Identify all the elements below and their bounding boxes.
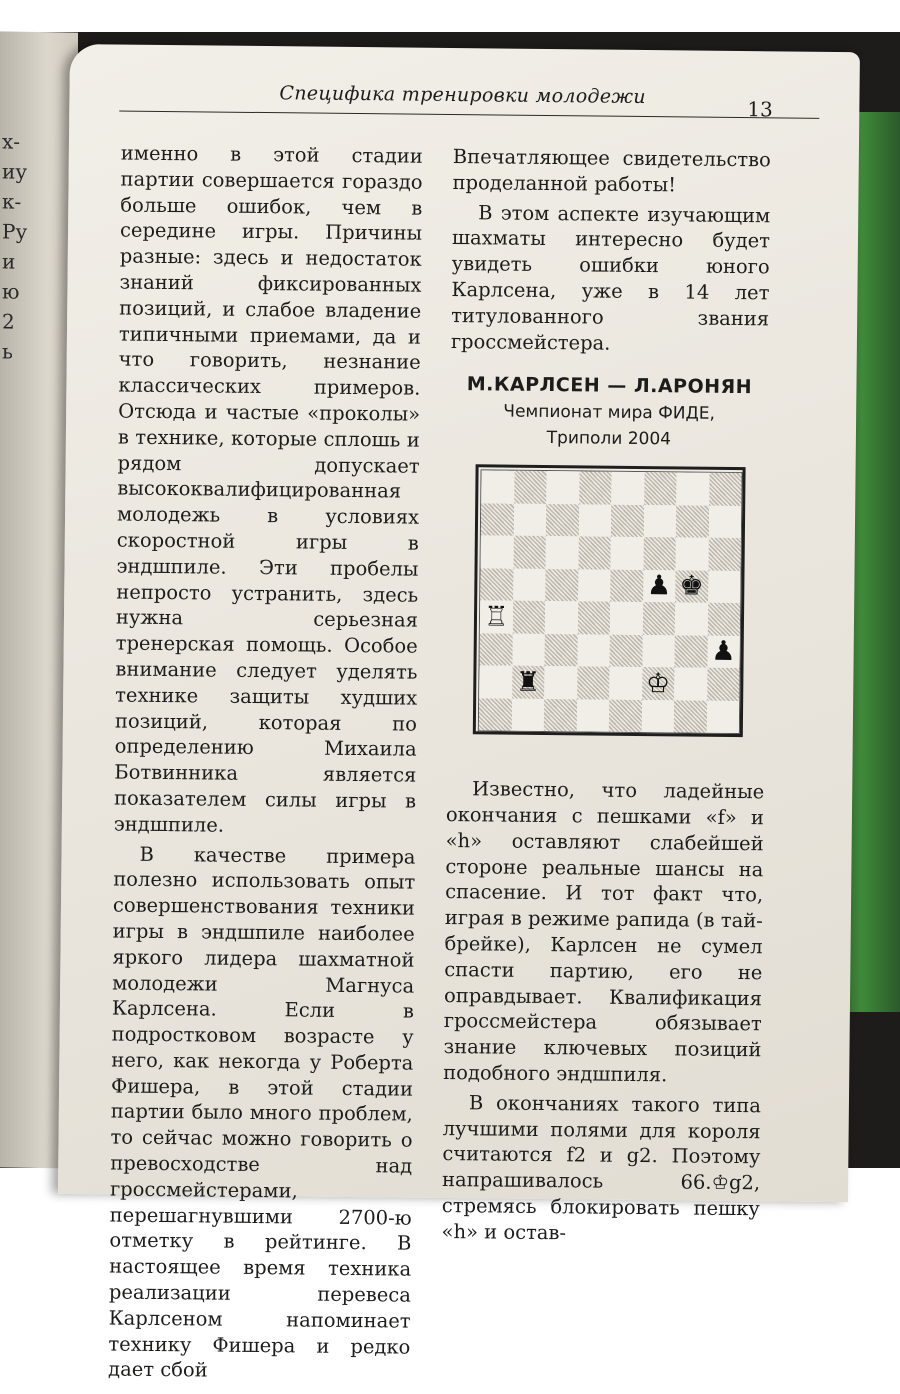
board-square <box>513 536 546 569</box>
chess-diagram <box>473 464 746 737</box>
chess-piece-icon: ♟ <box>646 570 672 602</box>
board-square <box>545 569 578 602</box>
board-square <box>676 505 709 538</box>
board-square <box>512 633 545 666</box>
board-square <box>513 503 546 536</box>
board-square <box>674 700 707 733</box>
board-square <box>610 602 643 635</box>
board-square <box>611 504 644 537</box>
board-square <box>577 634 610 667</box>
board-square <box>642 635 675 668</box>
left-page-fragment: иу <box>2 159 28 184</box>
paragraph: Впечатляющее свидетельство проделанной работы! <box>452 145 771 197</box>
board-square <box>611 472 644 505</box>
board-square <box>706 700 739 733</box>
board-square <box>609 699 642 732</box>
board-square <box>641 700 674 733</box>
board-square <box>675 603 708 636</box>
left-page-fragment: 2 <box>2 309 15 334</box>
board-square <box>512 601 545 634</box>
board-square <box>707 668 740 701</box>
board-square <box>579 472 612 505</box>
photo-background <box>0 32 900 1382</box>
paragraph: В окончаниях такого типа лучшими полями для короля считаются f2 и g2. Поэтому напрашивалось 66.♔g2, стремясь блокировать пешку «h» и остав- <box>441 1090 762 1244</box>
board-square <box>545 601 578 634</box>
header-rule <box>119 111 819 119</box>
left-page-fragment: к- <box>2 189 22 214</box>
board-square <box>479 698 512 731</box>
board-square <box>609 667 642 700</box>
board-square <box>642 602 675 635</box>
left-column <box>108 141 423 1390</box>
paragraph: В качестве примера полезно использовать опыт совершенствования техники игры в эндшпиле наиболее яркого лидера шахматной молодежи Магнуса Карлсена. Если в подростковом возрасте у него, как некогда у Роберта Фишера, в этой стадии партии было много проблем, то сейчас можно говорить о превосходстве над гроссмейстерами, перешагнувшими 2700-ю отметку в рейтинге. В настоящее время техника реализации перевеса Карлсеном напоминает технику Фишера и редко дает сбой <box>108 842 416 1382</box>
board-square <box>674 668 707 701</box>
board-square-piece <box>675 570 708 603</box>
board-square <box>707 603 740 636</box>
running-head: Специфика тренировки молодежи <box>279 82 646 109</box>
chess-piece-icon: ♟ <box>711 636 736 668</box>
paragraph: Известно, что ладейные окончания с пешками «f» и «h» оставляют слабейшей стороне реальные шансы на спасение. И тот факт что, играя в режиме рапида (в тай-брейке), Карлсен не сумел спасти партию, его не оправдывает. Квалификация гроссмейстера обязывает знание ключевых позиций подобного эндшпиля. <box>443 777 765 1087</box>
chess-piece-icon: ♔ <box>645 667 671 700</box>
book-page <box>58 44 860 1382</box>
board-square-piece <box>707 635 740 668</box>
board-square-piece <box>512 666 545 699</box>
left-page-fragment: и <box>2 249 16 274</box>
board-square <box>610 634 643 667</box>
board-square <box>611 537 644 570</box>
board-square <box>643 505 676 538</box>
board-square-piece <box>642 667 675 700</box>
board-square <box>480 568 513 601</box>
board-square <box>708 570 741 603</box>
board-square-piece <box>643 570 676 603</box>
board-square <box>481 471 514 504</box>
game-place: Триполи 2004 <box>546 428 672 450</box>
board-square <box>610 569 643 602</box>
right-column <box>441 144 771 1252</box>
board-square <box>546 504 579 537</box>
chess-piece-icon: ♚ <box>679 570 704 603</box>
board-square <box>514 471 547 504</box>
game-event: Чемпионат мира ФИДЕ, <box>503 401 716 424</box>
board-square <box>481 536 514 569</box>
board-square-piece <box>480 600 513 633</box>
right-column-continuation <box>441 776 764 1248</box>
board-square <box>576 699 609 732</box>
paragraph: В этом аспекте изучающим шахматы интересно будет увидеть ошибки юного Карлсена, уже в 14 лет титулованного звания гроссмейстера. <box>450 200 771 355</box>
board-square <box>479 665 512 698</box>
board-square <box>708 538 741 571</box>
board-square <box>513 568 546 601</box>
board-square <box>577 602 610 635</box>
game-title: М.КАРЛСЕН — Л.АРОНЯН <box>466 373 753 399</box>
board-square <box>546 536 579 569</box>
board-square <box>578 537 611 570</box>
left-page-fragment: Ру <box>2 219 28 244</box>
board-square <box>544 666 577 699</box>
board-square <box>676 473 709 506</box>
board-square <box>708 505 741 538</box>
left-page-fragment: х- <box>2 129 21 154</box>
board-square <box>481 503 514 536</box>
board-square <box>511 698 544 731</box>
paragraph: именно в этой стадии партии совершается гораздо больше ошибок, чем в середине игры. Причины разные: здесь и недостаток знаний фиксированных позиций, и слабое владение типичными приемами, да и что говорить, незнание классических примеров. Отсюда и частые «проколы» в технике, которые сплошь и рядом допускает высококвалифицированная молодежь в условиях скоростной игры в эндшпиле. Эти пробелы непросто устранить, здесь нужна серьезная тренерская помощь. Особое внимание следует уделять технике защиты худших позиций, которая по определению Михаила Ботвинника является показателем силы игры в эндшпиле. <box>113 141 423 837</box>
board-square <box>578 569 611 602</box>
board-square <box>676 538 709 571</box>
board-square <box>545 634 578 667</box>
board-square <box>544 699 577 732</box>
board-square <box>578 504 611 537</box>
chess-piece-icon: ♜ <box>515 666 541 698</box>
board-square <box>644 472 677 505</box>
board-square <box>577 667 610 700</box>
board-square <box>675 635 708 668</box>
chess-piece-icon: ♖ <box>484 601 509 633</box>
game-header <box>450 372 769 453</box>
left-page-fragment: ь <box>2 339 13 364</box>
chess-board-grid <box>478 469 743 734</box>
left-page-fragment: ю <box>2 279 20 304</box>
board-square <box>643 537 676 570</box>
board-square <box>480 633 513 666</box>
board-square <box>709 473 742 506</box>
board-square <box>546 471 579 504</box>
page-number: 13 <box>747 97 773 122</box>
